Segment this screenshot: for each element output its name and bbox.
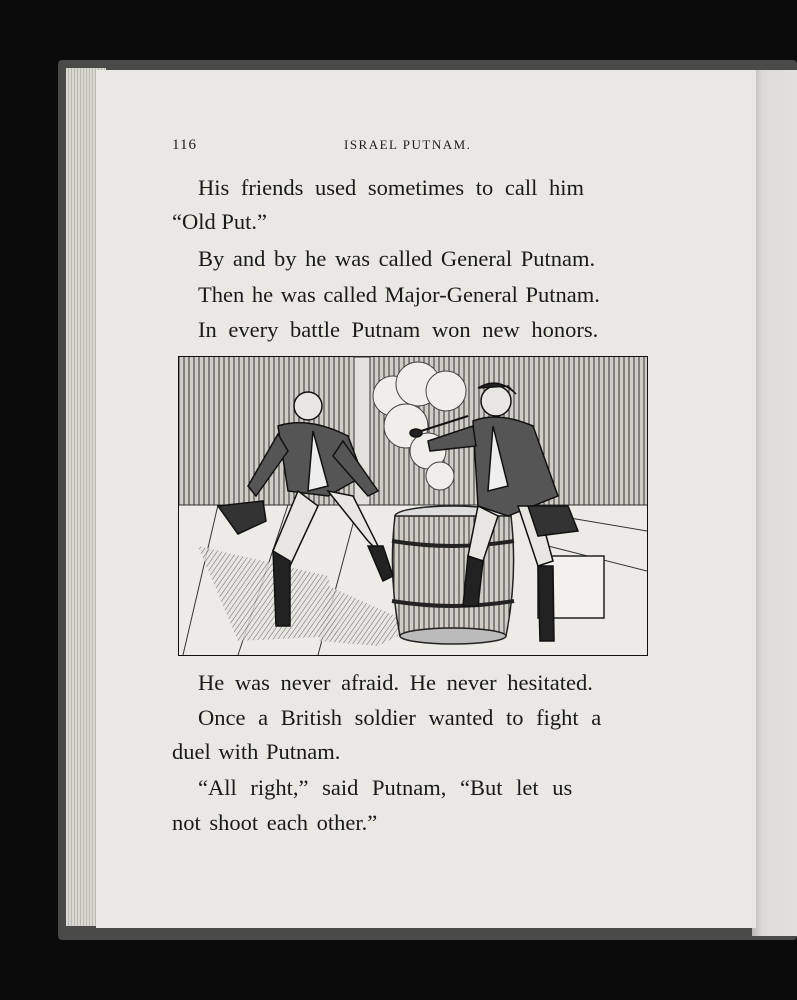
text-line: He was never afraid. He never hesitated. [198,670,593,695]
facing-page-edge [752,70,797,936]
text-line: not shoot each other.” [172,810,378,835]
text-line: In every battle Putnam won new honors. [198,317,599,342]
text-line: Then he was called Major-General Putnam. [198,282,600,307]
running-header [172,137,662,157]
page-number: 116 [172,137,197,153]
text-line: “Old Put.” [172,209,267,234]
running-title: ISRAEL PUTNAM. [344,137,472,152]
text-line: duel with Putnam. [172,739,341,764]
duel-illustration [178,356,648,656]
text-line: By and by he was called General Putnam. [198,246,596,271]
text-line: His friends used sometimes to call him [198,175,584,200]
text-line: Once a British soldier wanted to fight a [198,705,602,730]
text-line: “All right,” said Putnam, “But let us [198,775,573,800]
